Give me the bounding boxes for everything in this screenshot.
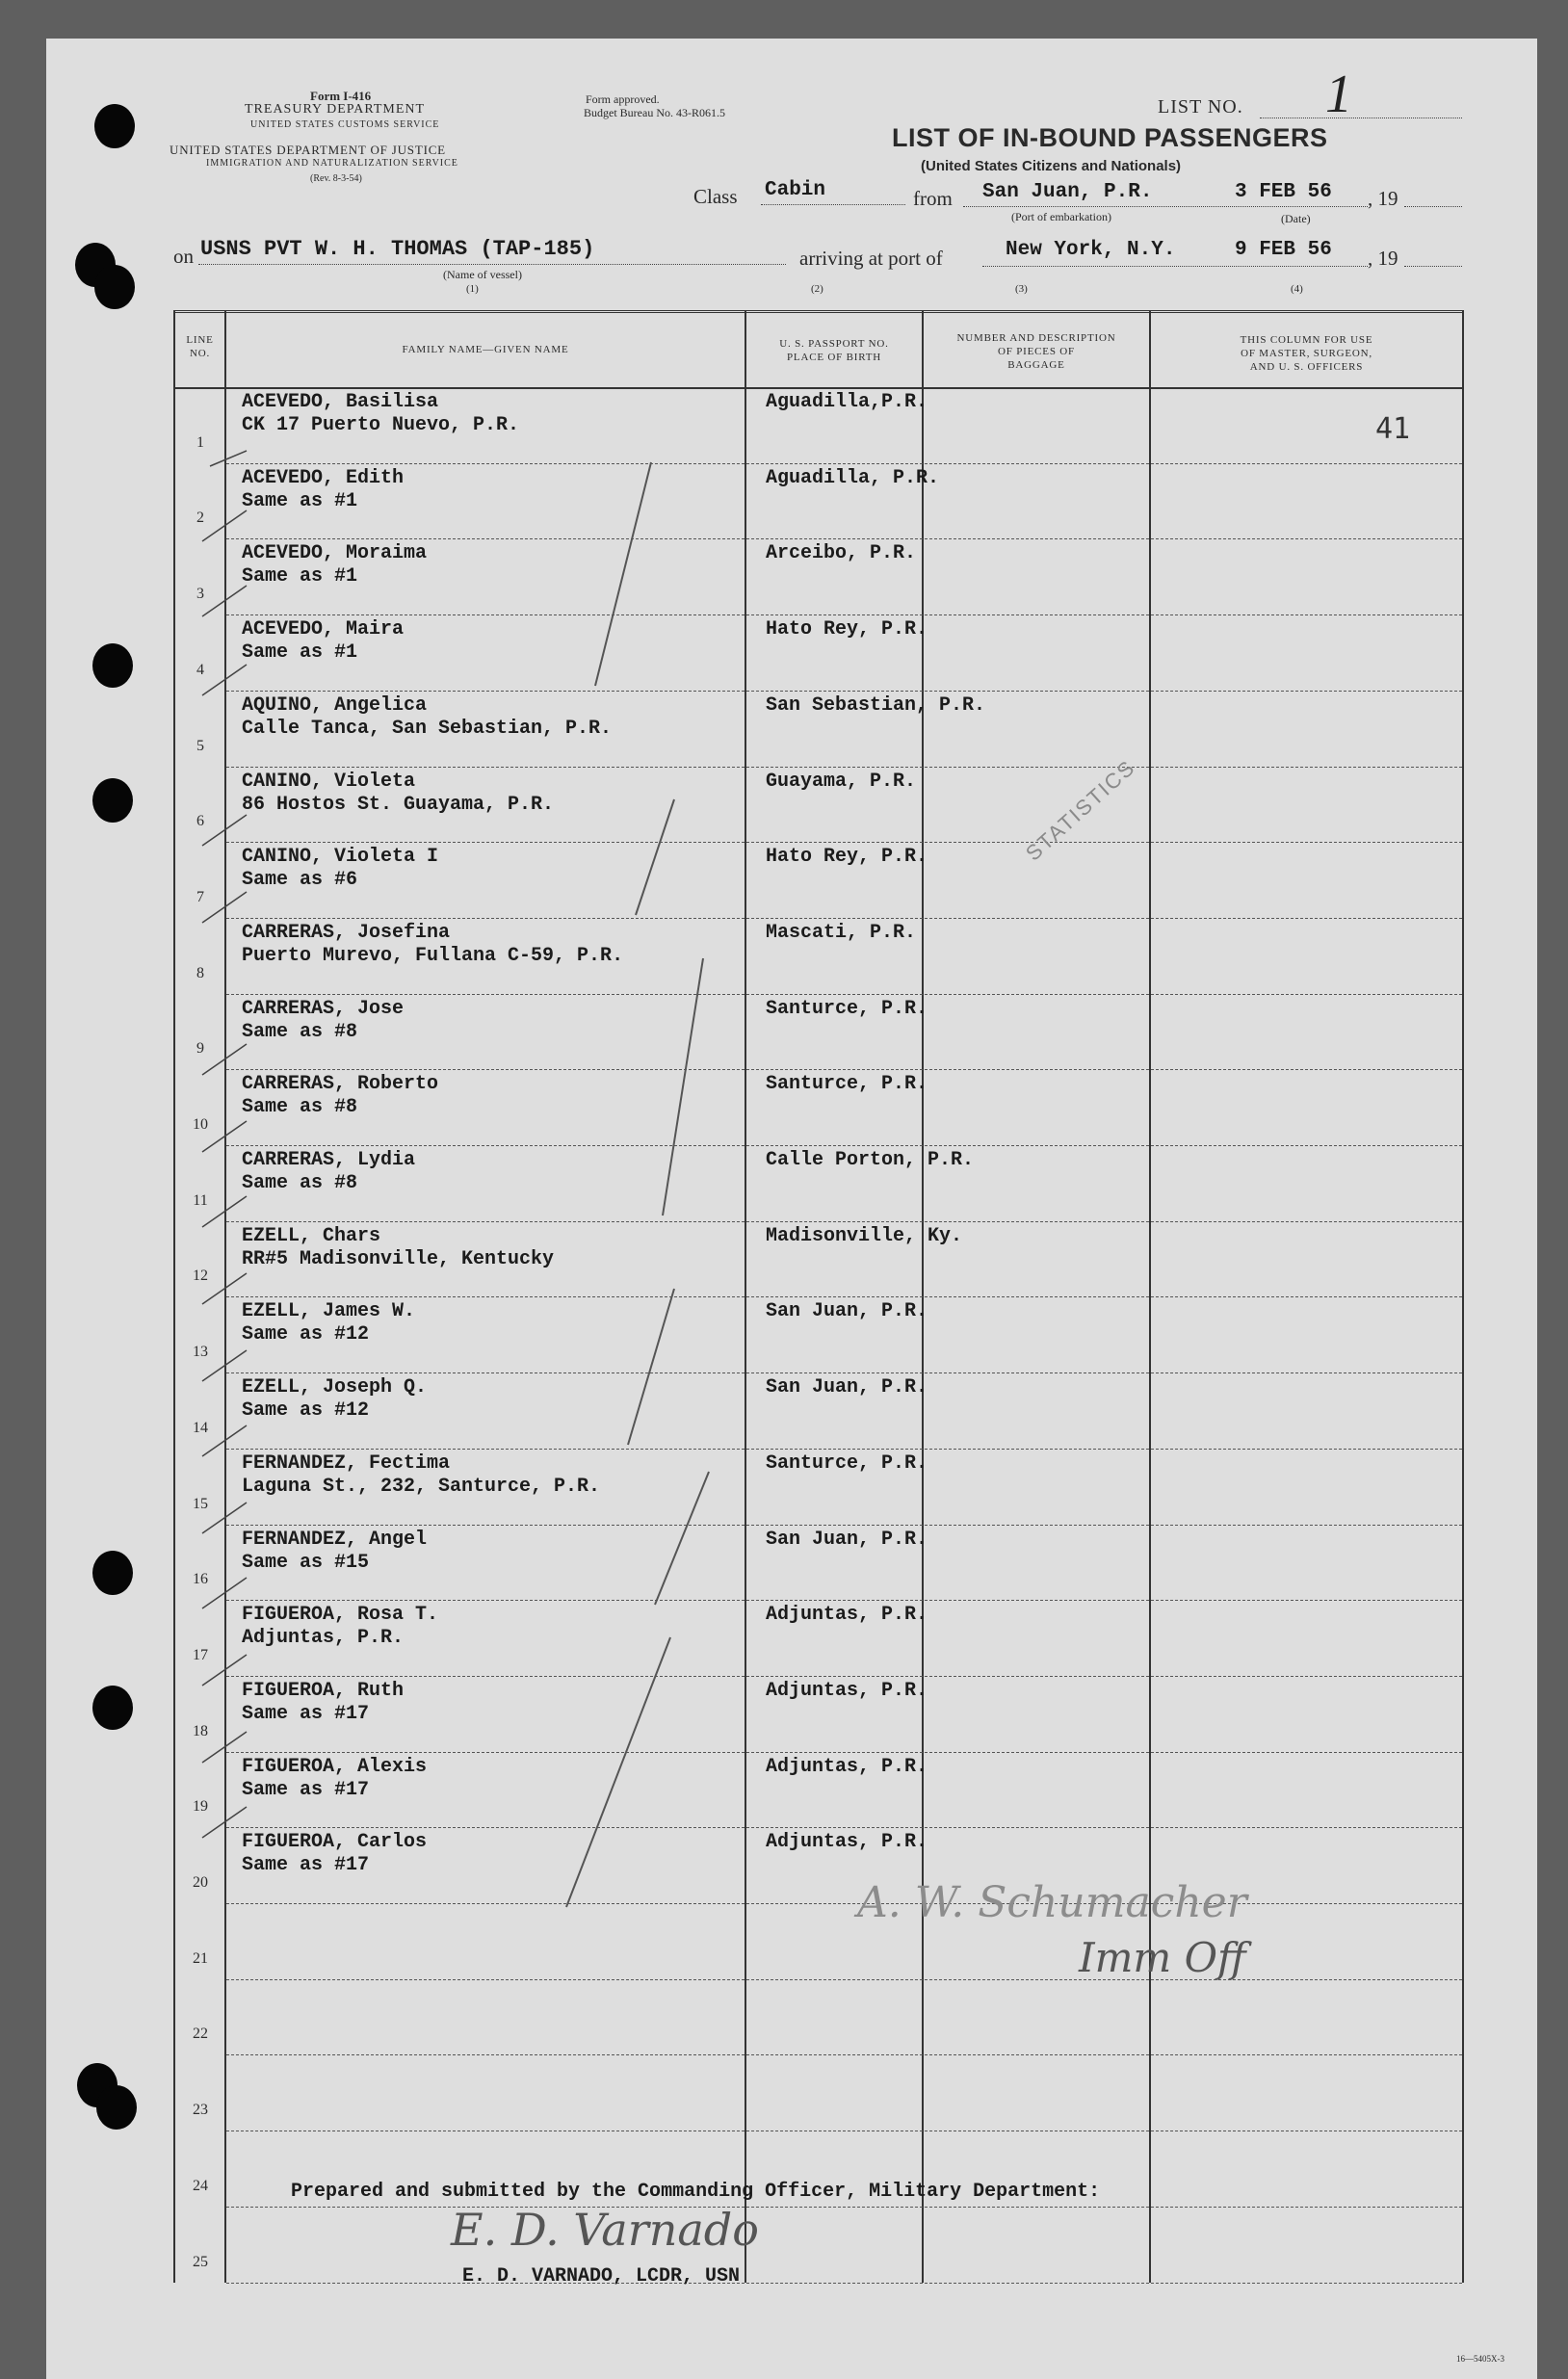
- class-label: Class: [693, 185, 738, 208]
- pencil-slash: [595, 462, 651, 686]
- row-number: 4: [196, 661, 204, 678]
- passenger-name: FIGUEROA, Carlos: [242, 1831, 428, 1854]
- column-ref-2: (2): [811, 283, 823, 295]
- pencil-slash: [628, 1289, 674, 1445]
- list-no-value: 1: [1325, 65, 1352, 124]
- statistics-stamp: STATISTICS: [1021, 754, 1140, 866]
- place-of-birth: Hato Rey, P.R.: [766, 618, 928, 641]
- tick-mark: [202, 1196, 247, 1227]
- passenger-name: EZELL, James W.: [242, 1300, 416, 1323]
- row-number: 5: [196, 737, 204, 754]
- passenger-address: Adjuntas, P.R.: [242, 1627, 405, 1650]
- passenger-address: Same as #17: [242, 1778, 370, 1801]
- vessel-caption: (Name of vessel): [443, 268, 522, 281]
- passenger-name: CARRERAS, Lydia: [242, 1149, 416, 1171]
- vessel-name: USNS PVT W. H. THOMAS (TAP-185): [200, 237, 595, 261]
- prepared-statement: Prepared and submitted by the Commanding Officer, Military Department:: [291, 2181, 1101, 2203]
- treasury-department: TREASURY DEPARTMENT: [245, 102, 426, 117]
- passenger-address: Puerto Murevo, Fullana C-59, P.R.: [242, 944, 624, 967]
- passenger-address: Same as #17: [242, 1702, 370, 1725]
- row-number: 19: [193, 1798, 208, 1816]
- officer-signature: A. W. Schumacher: [857, 1878, 1247, 1927]
- ins-service: IMMIGRATION AND NATURALIZATION SERVICE: [206, 158, 458, 169]
- place-of-birth: Santurce, P.R.: [766, 997, 928, 1020]
- row-number: 12: [193, 1268, 208, 1285]
- passenger-name: CARRERAS, Jose: [242, 997, 405, 1020]
- year-suffix: , 19: [1368, 247, 1398, 270]
- officer-count: 41: [1375, 412, 1411, 446]
- passenger-name: CARRERAS, Roberto: [242, 1073, 439, 1096]
- passenger-name: ACEVEDO, Maira: [242, 618, 405, 641]
- form-approved: Form approved.: [586, 92, 660, 106]
- budget-bureau: Budget Bureau No. 43-R061.5: [584, 106, 725, 119]
- passenger-address: Same as #15: [242, 1551, 370, 1574]
- place-of-birth: Aguadilla,P.R.: [766, 391, 928, 413]
- list-title: LIST OF IN-BOUND PASSENGERS: [892, 123, 1328, 152]
- tick-mark: [202, 510, 247, 541]
- passenger-address: Same as #1: [242, 489, 358, 512]
- row-number: 3: [196, 586, 204, 603]
- column-ref-4: (4): [1291, 283, 1303, 295]
- passenger-address: Laguna St., 232, Santurce, P.R.: [242, 1475, 601, 1498]
- row-number: 7: [196, 888, 204, 905]
- place-of-birth: Adjuntas, P.R.: [766, 1604, 928, 1627]
- row-number: 18: [193, 1722, 208, 1739]
- pencil-slash: [655, 1472, 709, 1605]
- passenger-name: FERNANDEZ, Fectima: [242, 1451, 451, 1475]
- arrival-date: 9 FEB 56: [1235, 239, 1332, 261]
- date-caption: (Date): [1281, 212, 1311, 225]
- passenger-name: EZELL, Chars: [242, 1224, 381, 1247]
- arriving-label: arriving at port of: [799, 247, 943, 270]
- customs-service: UNITED STATES CUSTOMS SERVICE: [250, 119, 440, 130]
- place-of-birth: Guayama, P.R.: [766, 770, 917, 793]
- passenger-address: CK 17 Puerto Nuevo, P.R.: [242, 414, 520, 436]
- place-of-birth: Santurce, P.R.: [766, 1451, 928, 1475]
- list-subtitle: (United States Citizens and Nationals): [921, 158, 1182, 174]
- tick-mark: [202, 1655, 247, 1686]
- place-of-birth: Hato Rey, P.R.: [766, 846, 928, 869]
- revision: (Rev. 8-3-54): [310, 173, 362, 184]
- header-line-no-l1: LINE: [186, 334, 214, 346]
- passenger-address: Same as #8: [242, 1172, 358, 1194]
- header-baggage-l2: OF PIECES OF: [998, 346, 1075, 357]
- row-number: 17: [193, 1646, 208, 1663]
- passenger-address: Same as #1: [242, 565, 358, 588]
- passenger-address: Same as #8: [242, 1096, 358, 1119]
- place-of-birth: Adjuntas, P.R.: [766, 1679, 928, 1702]
- passenger-address: RR#5 Madisonville, Kentucky: [242, 1247, 555, 1270]
- tick-mark: [202, 1273, 247, 1304]
- header-baggage-l3: BAGGAGE: [1007, 359, 1065, 371]
- tick-mark: [202, 1044, 247, 1075]
- passenger-address: Same as #6: [242, 869, 358, 892]
- port-embarkation-caption: (Port of embarkation): [1011, 210, 1111, 223]
- passenger-name: FERNANDEZ, Angel: [242, 1528, 428, 1551]
- place-of-birth: San Juan, P.R.: [766, 1376, 928, 1399]
- passenger-address: Same as #1: [242, 641, 358, 665]
- list-no-label: LIST NO.: [1158, 96, 1243, 118]
- place-of-birth: San Sebastian, P.R.: [766, 693, 986, 717]
- header-passport-l2: PLACE OF BIRTH: [787, 352, 881, 363]
- class-value: Cabin: [765, 179, 826, 201]
- place-of-birth: Aguadilla, P.R.: [766, 466, 940, 489]
- place-of-birth: Madisonville, Ky.: [766, 1224, 963, 1247]
- form-number: Form I-416: [310, 89, 372, 103]
- commander-name: E. D. VARNADO, LCDR, USN: [462, 2265, 741, 2288]
- tick-mark: [202, 892, 247, 923]
- header-officers-l1: THIS COLUMN FOR USE: [1240, 334, 1373, 346]
- tick-mark: [202, 1807, 247, 1838]
- row-number: 1: [196, 433, 204, 451]
- place-of-birth: Adjuntas, P.R.: [766, 1755, 928, 1778]
- row-number: 25: [193, 2253, 208, 2270]
- row-number: 9: [196, 1040, 204, 1058]
- row-number: 6: [196, 813, 204, 830]
- tick-mark: [202, 1503, 247, 1533]
- tick-mark: [202, 1578, 247, 1608]
- row-number: 23: [193, 2102, 208, 2119]
- pencil-slash: [663, 958, 703, 1216]
- passenger-address: Calle Tanca, San Sebastian, P.R.: [242, 717, 613, 740]
- row-number: 16: [193, 1571, 208, 1588]
- passenger-name: CANINO, Violeta: [242, 770, 416, 793]
- on-label: on: [173, 245, 194, 268]
- tick-mark: [202, 1425, 247, 1456]
- from-label: from: [913, 187, 953, 210]
- passenger-address: 86 Hostos St. Guayama, P.R.: [242, 793, 555, 816]
- header-family-name: FAMILY NAME—GIVEN NAME: [402, 344, 569, 355]
- place-of-birth: Adjuntas, P.R.: [766, 1831, 928, 1854]
- row-number: 20: [193, 1874, 208, 1891]
- row-number: 24: [193, 2177, 208, 2194]
- justice-department: UNITED STATES DEPARTMENT OF JUSTICE: [170, 143, 446, 157]
- passenger-name: FIGUEROA, Ruth: [242, 1679, 405, 1702]
- place-of-birth: Mascati, P.R.: [766, 921, 917, 944]
- column-ref-1: (1): [466, 283, 479, 295]
- tick-mark: [202, 1121, 247, 1152]
- passenger-name: FIGUEROA, Rosa T.: [242, 1604, 439, 1627]
- pencil-slash: [566, 1637, 670, 1907]
- row-number: 22: [193, 2026, 208, 2043]
- tick-mark: [202, 586, 247, 616]
- from-value: San Juan, P.R.: [982, 181, 1153, 203]
- passenger-name: FIGUEROA, Alexis: [242, 1755, 428, 1778]
- row-number: 21: [193, 1949, 208, 1967]
- tick-mark: [202, 815, 247, 846]
- place-of-birth: San Juan, P.R.: [766, 1300, 928, 1323]
- passenger-name: ACEVEDO, Moraima: [242, 542, 428, 565]
- passenger-name: ACEVEDO, Edith: [242, 466, 405, 489]
- tick-mark: [202, 1732, 247, 1763]
- row-number: 11: [193, 1191, 208, 1209]
- place-of-birth: Calle Porton, P.R.: [766, 1149, 975, 1171]
- passenger-name: ACEVEDO, Basilisa: [242, 391, 439, 413]
- arrival-port: New York, N.Y.: [1006, 239, 1176, 261]
- row-number: 10: [193, 1116, 208, 1133]
- header-line-no-l2: NO.: [189, 348, 211, 359]
- tick-mark: [210, 451, 247, 466]
- passenger-address: Same as #8: [242, 1020, 358, 1043]
- footer-code: 16—5405X-3: [1456, 2354, 1504, 2364]
- row-number: 15: [193, 1495, 208, 1512]
- departure-date: 3 FEB 56: [1235, 181, 1332, 203]
- tick-mark: [202, 665, 247, 695]
- officer-title: Imm Off: [1079, 1934, 1246, 1981]
- passenger-name: CANINO, Violeta I: [242, 846, 439, 869]
- commander-signature: E. D. Varnado: [451, 2204, 759, 2256]
- column-ref-3: (3): [1015, 283, 1028, 295]
- year-suffix: , 19: [1368, 187, 1398, 210]
- place-of-birth: San Juan, P.R.: [766, 1528, 928, 1551]
- place-of-birth: Santurce, P.R.: [766, 1073, 928, 1096]
- place-of-birth: Arceibo, P.R.: [766, 542, 917, 565]
- passenger-address: Same as #12: [242, 1323, 370, 1346]
- row-number: 14: [193, 1419, 208, 1436]
- passenger-name: AQUINO, Angelica: [242, 693, 428, 717]
- header-officers-l3: AND U. S. OFFICERS: [1249, 361, 1364, 373]
- row-number: 2: [196, 510, 204, 527]
- passenger-name: EZELL, Joseph Q.: [242, 1376, 428, 1399]
- header-officers-l2: OF MASTER, SURGEON,: [1241, 348, 1372, 359]
- row-number: 8: [196, 964, 204, 981]
- tick-mark: [202, 1350, 247, 1381]
- header-baggage-l1: NUMBER AND DESCRIPTION: [956, 332, 1116, 344]
- passenger-address: Same as #12: [242, 1399, 370, 1423]
- passenger-address: Same as #17: [242, 1854, 370, 1877]
- passenger-name: CARRERAS, Josefina: [242, 921, 451, 944]
- pencil-slash: [636, 799, 674, 915]
- row-number: 13: [193, 1344, 208, 1361]
- header-passport-l1: U. S. PASSPORT NO.: [779, 338, 889, 350]
